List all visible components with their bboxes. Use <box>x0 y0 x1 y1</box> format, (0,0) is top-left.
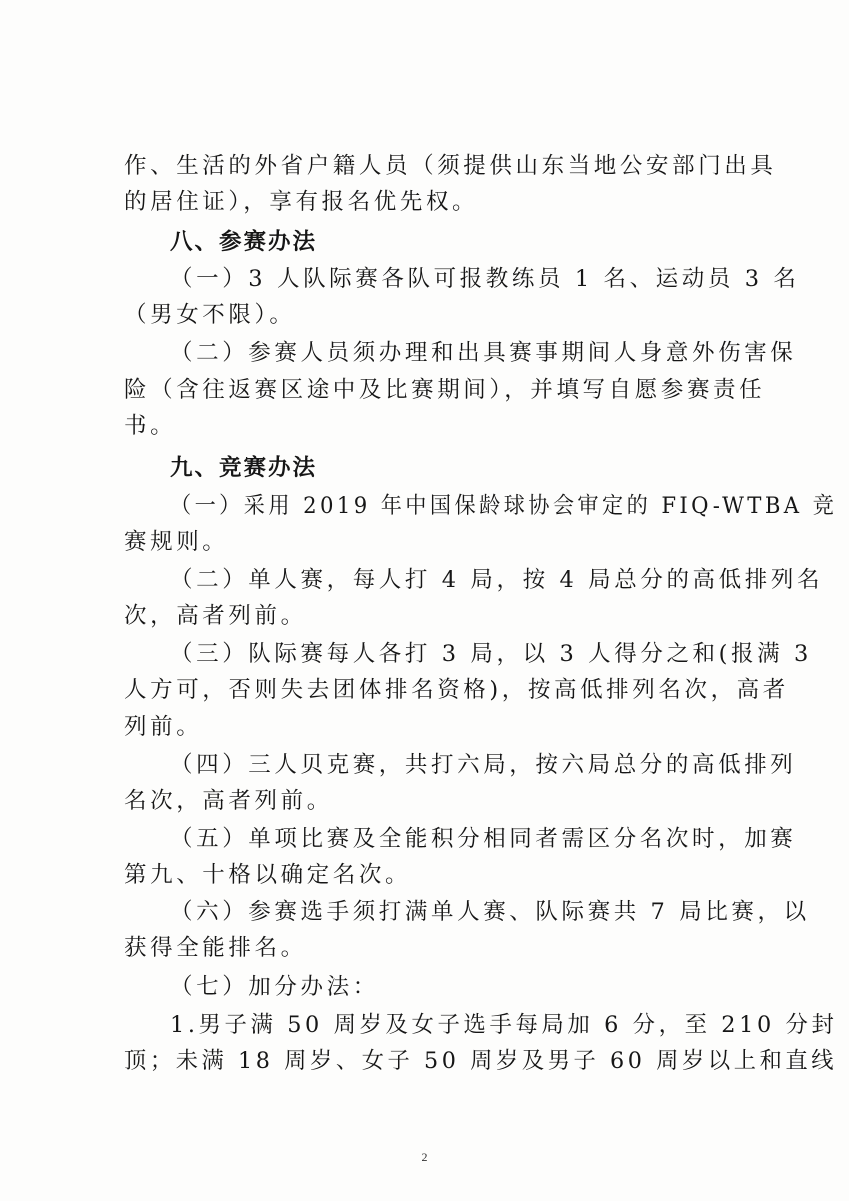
body-text-line: （四）三人贝克赛，共打六局，按六局总分的高低排列 <box>170 752 797 778</box>
body-text-line: （二）单人赛，每人打 4 局，按 4 局总分的高低排列名 <box>170 567 824 593</box>
body-text-line: 作、生活的外省户籍人员（须提供山东当地公安部门出具 <box>124 153 777 179</box>
body-text-line: 1.男子满 50 周岁及女子选手每局加 6 分，至 210 分封 <box>170 1012 838 1038</box>
body-text-line: 赛规则。 <box>124 529 229 555</box>
page-number: 2 <box>421 1150 428 1164</box>
body-text-line: （二）参赛人员须办理和出具赛事期间人身意外伤害保 <box>170 340 797 366</box>
section-heading-8: 八、参赛办法 <box>170 229 318 255</box>
body-text-line: 名次，高者列前。 <box>124 788 333 814</box>
section-heading-9: 九、竞赛办法 <box>170 455 318 481</box>
body-text-line: 险（含往返赛区途中及比赛期间），并填写自愿参赛责任 <box>124 377 766 403</box>
body-text-line: 书。 <box>124 413 177 439</box>
body-text-line: 的居住证），享有报名优先权。 <box>124 189 479 215</box>
body-text-line: （七）加分办法： <box>170 974 379 1000</box>
body-text-line: 人方可，否则失去团体排名资格)，按高低排列名次，高者 <box>124 677 789 703</box>
body-text-line: 顶；未满 18 周岁、女子 50 周岁及男子 60 周岁以上和直线 <box>124 1048 838 1074</box>
body-text-line: （一）3 人队际赛各队可报教练员 1 名、运动员 3 名 <box>170 266 800 292</box>
body-text-line: 次，高者列前。 <box>124 603 307 629</box>
body-text-line: （五）单项比赛及全能积分相同者需区分名次时，加赛 <box>170 826 797 852</box>
body-text-line: 获得全能排名。 <box>124 935 307 961</box>
body-text-line: 第九、十格以确定名次。 <box>124 862 412 888</box>
body-text-line: （六）参赛选手须打满单人赛、队际赛共 7 局比赛，以 <box>170 899 810 925</box>
body-text-line: （三）队际赛每人各打 3 局，以 3 人得分之和(报满 3 <box>170 641 812 667</box>
body-text-line: （一）采用 2019 年中国保龄球协会审定的 FIQ-WTBA 竞 <box>170 493 838 519</box>
body-text-line: 列前。 <box>124 714 203 740</box>
body-text-line: （男女不限）。 <box>124 302 296 328</box>
